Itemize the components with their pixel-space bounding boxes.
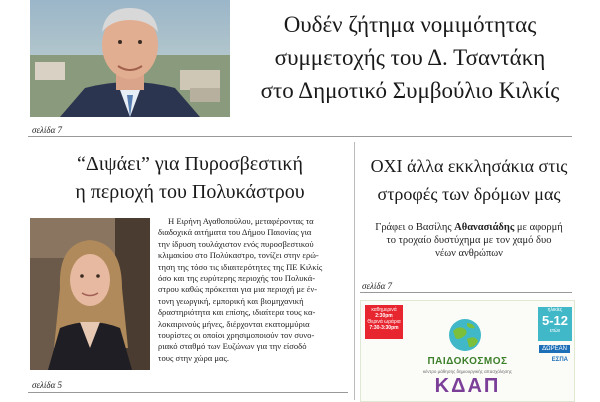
ad-espa-label: ΕΣΠΑ xyxy=(551,357,568,363)
agathopoulou-photo xyxy=(30,218,150,370)
story2-body-line: στρου καθώς πρόκειται για μια περιοχή με έν- xyxy=(158,284,318,295)
byline-suffix: με αφορμή xyxy=(514,222,563,233)
byline-author: Αθανασιάδης xyxy=(454,222,515,233)
story2-headline-line: “Διψάει” για Πυροσβεστική xyxy=(77,153,303,175)
story3-headline-line: στροφές των δρόμων μας xyxy=(377,184,561,204)
story3-page-ref[interactable]: σελίδα 7 xyxy=(362,281,393,291)
paidokosmos-ad[interactable] xyxy=(360,300,575,402)
ad-age-badge xyxy=(538,307,572,341)
ad-age-unit: ετών xyxy=(549,328,561,334)
story2-body-line: ριακό σταθμό των Ευζώνων για την είσοδό xyxy=(158,341,307,352)
story2-body-line: τονη γεωργική, εμπορική και βιομηχανική xyxy=(158,295,304,306)
ad-hours-line: 7:30-3:30pm xyxy=(369,325,399,331)
ad-brand: ΠΑΙΔΟΚΟΣΜΟΣ xyxy=(427,356,508,367)
ad-hours-line: καθημερινά xyxy=(371,307,397,313)
story2-body-line: δραστηριότητα και επίσης, ιδιαίτερα τους κα- xyxy=(158,307,316,318)
tsantakis-photo xyxy=(30,0,230,117)
story3-byline-line: νέων ανθρώπων xyxy=(435,248,503,259)
ad-hours-line: Θερινά ωράρια xyxy=(367,319,401,325)
story1-headline-line: συμμετοχής του Δ. Τσαντάκη xyxy=(274,45,546,70)
story2-body-line: κλιμακίου στο Πολύκαστρο, τονίζει στην ερώ- xyxy=(158,250,319,261)
story2-body-line: την ίδρυση τουλάχιστον ενός πυροσβεστικού xyxy=(158,238,314,249)
story2-body-line: τηση της τόσο τις ιδιαιτερότητες της ΠΕ Κιλκίς xyxy=(158,261,323,272)
ad-hours-badge xyxy=(365,305,403,339)
ad-kdap: ΚΔΑΠ xyxy=(434,375,501,397)
column-divider xyxy=(354,142,355,400)
story2-page-ref[interactable]: σελίδα 5 xyxy=(32,380,63,390)
story3-byline xyxy=(360,221,578,260)
story2-body-line: λοκαιρινούς μήνες, διέρχονται εκατομμύρια xyxy=(158,318,310,329)
story1-page-ref[interactable]: σελίδα 7 xyxy=(32,125,63,135)
ad-free-label: ΔΩΡΕΑΝ xyxy=(539,345,570,353)
story2-body-line: όσο και της ευρύτερης περιοχής του Πολυκά- xyxy=(158,273,316,284)
story2-body-line: Η Ειρήνη Αγαθοπούλου, μεταφέροντας τα xyxy=(168,216,314,226)
story2-body-line: τους στην χώρα μας. xyxy=(158,352,230,363)
story2-body-line: διαδοχικά αιτήματα του Δήμου Παιονίας για xyxy=(158,227,312,238)
section-divider xyxy=(360,292,572,293)
section-divider xyxy=(28,136,572,137)
globe-logo-icon xyxy=(447,317,483,353)
ad-age-label: ηλικίες xyxy=(547,307,563,313)
story2-body xyxy=(158,216,348,364)
story3-byline-line: το τροχαίο δυστύχημα με τον χαμό δυο xyxy=(386,235,552,246)
ad-age-range: 5-12 xyxy=(541,313,569,328)
story3-headline[interactable] xyxy=(358,152,580,208)
section-divider xyxy=(28,392,348,393)
story1-headline-line: Ουδέν ζήτημα νομιμότητας xyxy=(283,12,537,37)
byline-prefix: Γράφει ο Βασίλης xyxy=(375,222,455,233)
ad-tagline: κέντρο μάθησης δημιουργικής απασχόλησης xyxy=(423,369,512,374)
story3-headline-line: ΟΧΙ άλλα εκκλησάκια στις xyxy=(370,156,568,176)
story3-byline-line xyxy=(360,221,578,234)
ad-hours-line: 2:30pm xyxy=(375,313,393,319)
story2-headline-line: η περιοχή του Πολυκάστρου xyxy=(75,181,305,203)
story2-body-line: τουρίστες οι οποίοι χρησιμοποιούν τον συνο- xyxy=(158,330,315,341)
story1-headline-line: στο Δημοτικό Συμβούλιο Κιλκίς xyxy=(260,78,560,103)
story1-headline[interactable] xyxy=(240,8,580,107)
story2-headline[interactable] xyxy=(30,150,350,206)
